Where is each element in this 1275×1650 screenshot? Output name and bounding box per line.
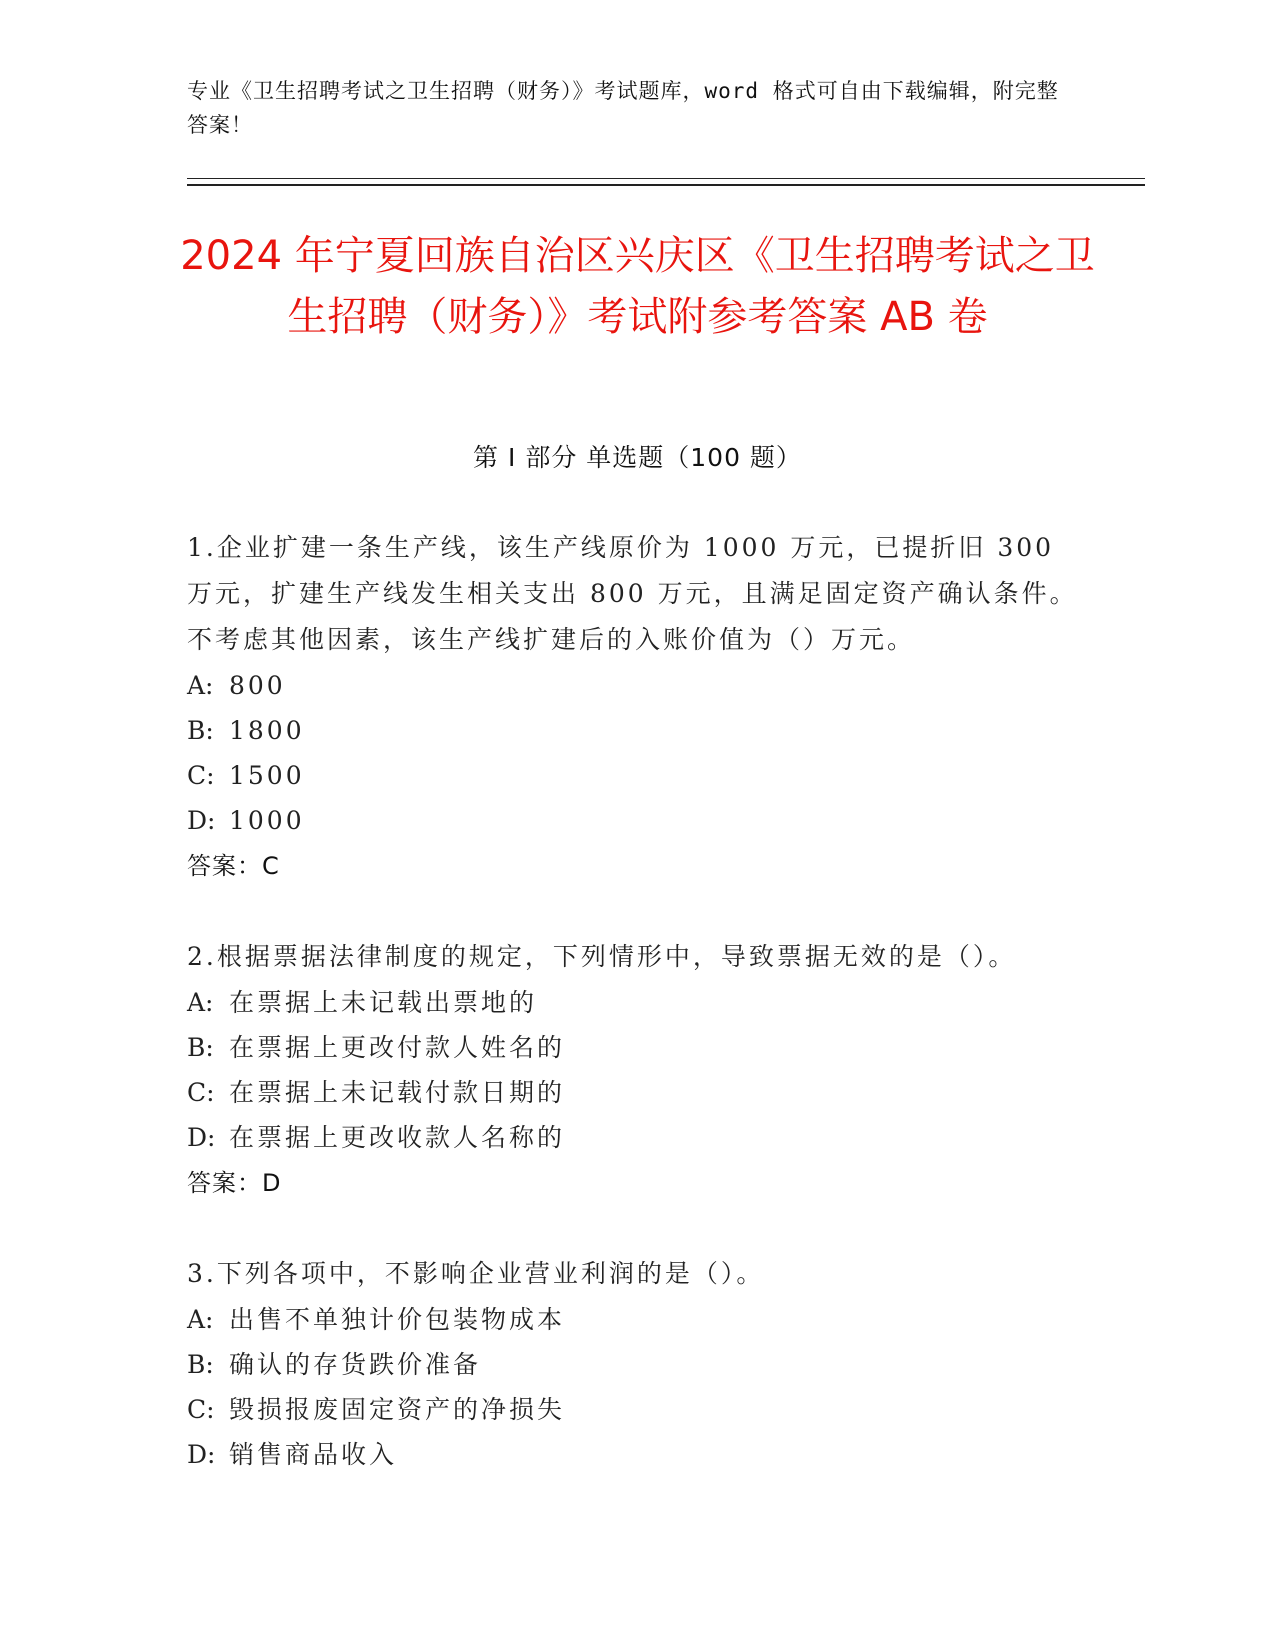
answer-line xyxy=(187,1160,1087,1206)
option-letter: A: xyxy=(187,988,214,1017)
option-text: 在票据上更改付款人姓名的 xyxy=(229,1033,566,1062)
option-a xyxy=(187,980,1087,1025)
header-divider-thick xyxy=(187,184,1145,186)
option-text: 在票据上未记载付款日期的 xyxy=(229,1078,566,1107)
option-letter: A: xyxy=(187,671,214,700)
option-b xyxy=(187,1025,1087,1070)
question-stem: 2.根据票据法律制度的规定，下列情形中，导致票据无效的是（）。 xyxy=(187,942,1017,971)
question-1 xyxy=(187,525,1087,889)
option-b xyxy=(187,708,1087,753)
option-d xyxy=(187,1115,1087,1160)
option-letter: B: xyxy=(187,1033,214,1062)
option-c xyxy=(187,1387,1087,1432)
answer-line xyxy=(187,843,1087,889)
document-title: 2024 年宁夏回族自治区兴庆区《卫生招聘考试之卫生招聘（财务）》考试附参考答案 AB 卷 xyxy=(180,233,1095,340)
option-d xyxy=(187,1432,1087,1477)
option-text: 1000 xyxy=(229,806,305,835)
header-divider-thin xyxy=(187,178,1145,179)
question-stem: 1.企业扩建一条生产线，该生产线原价为 1000 万元，已提折旧 300 万元，扩建生产线发生相关支出 800 万元，且满足固定资产确认条件。不考虑其他因素，该生产线扩建后的入账价值为（）万元。 xyxy=(187,533,1078,654)
option-text: 销售商品收入 xyxy=(229,1440,398,1469)
question-stem: 3.下列各项中，不影响企业营业利润的是（）。 xyxy=(187,1259,765,1288)
option-text: 确认的存货跌价准备 xyxy=(229,1350,482,1379)
answer-label: 答案： xyxy=(187,852,262,880)
option-a xyxy=(187,1297,1087,1342)
question-list xyxy=(187,525,1087,1522)
option-text: 在票据上更改收款人名称的 xyxy=(229,1123,566,1152)
answer-value: D xyxy=(262,1169,282,1197)
option-c xyxy=(187,1070,1087,1115)
option-text: 1500 xyxy=(229,761,305,790)
option-letter: B: xyxy=(187,716,214,745)
question-2 xyxy=(187,934,1087,1206)
section-heading: 第 I 部分 单选题（100 题） xyxy=(473,443,802,472)
option-letter: D: xyxy=(187,1123,216,1152)
option-text: 出售不单独计价包装物成本 xyxy=(229,1305,566,1334)
answer-label: 答案： xyxy=(187,1169,262,1197)
option-letter: C: xyxy=(187,761,215,790)
option-text: 800 xyxy=(229,671,286,700)
option-text: 1800 xyxy=(229,716,305,745)
option-letter: A: xyxy=(187,1305,214,1334)
answer-value: C xyxy=(262,852,280,880)
option-letter: D: xyxy=(187,806,216,835)
option-b xyxy=(187,1342,1087,1387)
option-letter: D: xyxy=(187,1440,216,1469)
option-letter: C: xyxy=(187,1395,215,1424)
option-text: 在票据上未记载出票地的 xyxy=(229,988,538,1017)
option-letter: B: xyxy=(187,1350,214,1379)
question-3 xyxy=(187,1251,1087,1477)
option-d xyxy=(187,798,1087,843)
option-letter: C: xyxy=(187,1078,215,1107)
option-c xyxy=(187,753,1087,798)
option-text: 毁损报废固定资产的净损失 xyxy=(229,1395,566,1424)
option-a xyxy=(187,663,1087,708)
header-note: 专业《卫生招聘考试之卫生招聘（财务）》考试题库，word 格式可自由下载编辑，附完整答案！ xyxy=(187,79,1059,137)
